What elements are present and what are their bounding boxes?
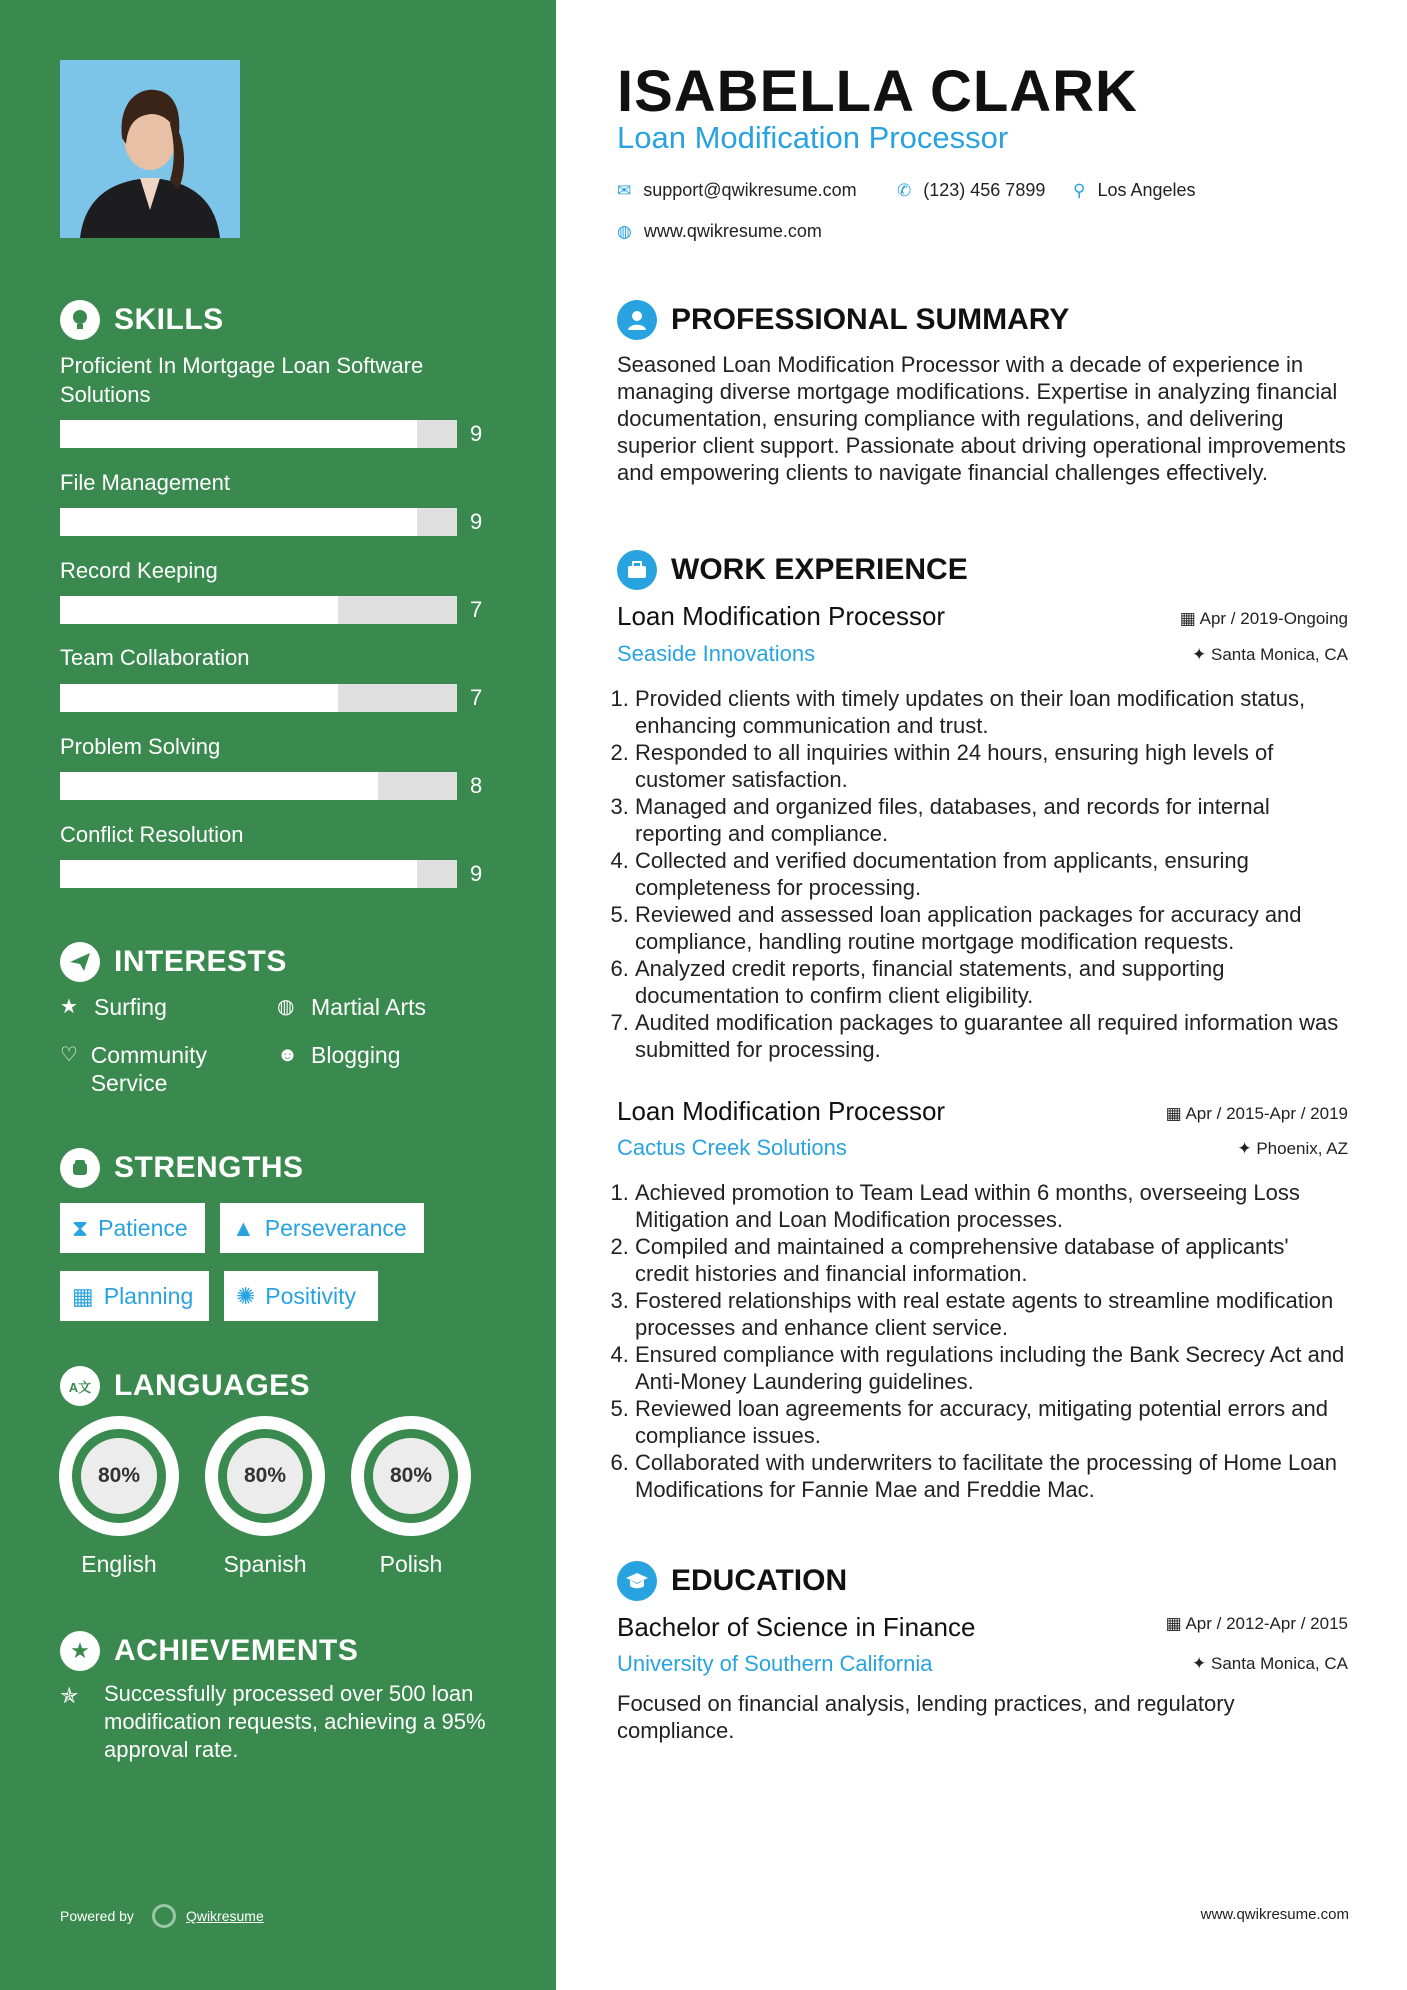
calendar-icon: ▦ xyxy=(1179,609,1200,628)
education-description: Focused on financial analysis, lending practices, and regulatory compliance. xyxy=(617,1691,1235,1743)
powered-by: Powered by Qwikresume xyxy=(60,1904,264,1928)
experience-heading: WORK EXPERIENCE xyxy=(617,550,968,590)
job-bullets xyxy=(617,685,1348,1063)
achievement-text: Successfully processed over 500 loan modification requests, achieving a 95% approval rate. xyxy=(104,1681,486,1762)
achievements-heading: ★ ACHIEVEMENTS xyxy=(60,1631,358,1671)
summary-heading: PROFESSIONAL SUMMARY xyxy=(617,300,1069,340)
skill-score: 9 xyxy=(470,421,483,446)
list-item: 5. Reviewed and assessed loan application packages for accuracy and compliance, handling routine mortgage modification requests. xyxy=(635,901,1348,955)
language-icon: A文 xyxy=(60,1366,100,1406)
degree-title: Bachelor of Science in Finance xyxy=(617,1612,976,1642)
skill-name: Problem Solving xyxy=(60,734,221,759)
calendar-icon: ▦ xyxy=(1165,1104,1186,1123)
contact-location: ⚲ Los Angeles xyxy=(1073,180,1196,200)
skill-bar-fill xyxy=(60,508,417,536)
person-avatar-icon xyxy=(60,60,240,238)
skill-bar xyxy=(60,596,457,624)
language-ring: 80% xyxy=(351,1416,471,1536)
interest-item: ★ Surfing xyxy=(60,994,167,1020)
profile-photo xyxy=(60,60,240,238)
handshake-icon: ♡ xyxy=(60,1044,78,1066)
lightbulb-icon xyxy=(60,300,100,340)
job-title: Loan Modification Processor xyxy=(617,601,946,631)
skill-bar-fill xyxy=(60,772,378,800)
sun-icon: ✺ xyxy=(236,1282,256,1309)
list-item: 2. Responded to all inquiries within 24 hours, ensuring high levels of customer satisfaction. xyxy=(635,739,1348,793)
fist-icon xyxy=(60,1148,100,1188)
interest-item: ♡ Community Service xyxy=(60,1042,207,1096)
language-ring: 80% xyxy=(59,1416,179,1536)
list-item: 4. Collected and verified documentation from applicants, ensuring completeness for processing. xyxy=(635,847,1348,901)
road-icon: ▲ xyxy=(232,1214,255,1241)
language-name: Polish xyxy=(379,1551,443,1577)
list-item: 1. Achieved promotion to Team Lead within 6 months, overseeing Loss Mitigation and Loan Modification processes. xyxy=(635,1179,1348,1233)
achievement-star-icon: ✯ xyxy=(60,1683,79,1708)
education-heading: EDUCATION xyxy=(617,1561,847,1601)
strength-chip: ▦ Planning xyxy=(60,1271,209,1321)
summary-text: Seasoned Loan Modification Processor with a decade of experience in managing diverse mortgage modifications. Expertise in analyzing financial documentation, ensuring compliance with regulations, and delivering superior client support. Passionate about driving operational improvements and empowering clients to navigate financial challenges effectively. xyxy=(617,352,1346,485)
map-pin-icon: ⚲ xyxy=(1073,180,1086,200)
language-ring: 80% xyxy=(205,1416,325,1536)
skill-name: Record Keeping xyxy=(60,558,218,583)
interests-heading: INTERESTS xyxy=(60,942,287,982)
pin-icon: ✦ xyxy=(1192,1654,1211,1673)
contact-email: ✉ support@qwikresume.com xyxy=(617,180,857,200)
skill-score: 8 xyxy=(470,773,483,798)
list-item: 3. Fostered relationships with real estate agents to streamline modification processes and enhance client service. xyxy=(635,1287,1348,1341)
candidate-role: Loan Modification Processor xyxy=(617,120,1009,155)
education-dates: ▦ Apr / 2012-Apr / 2015 xyxy=(1165,1614,1348,1633)
skill-name: Conflict Resolution xyxy=(60,822,244,847)
interest-item: ◍ Martial Arts xyxy=(277,994,427,1020)
calendar-icon: ▦ xyxy=(1165,1614,1186,1633)
skill-bar-fill xyxy=(60,596,338,624)
job-bullets xyxy=(617,1179,1348,1503)
skill-bar-fill xyxy=(60,860,417,888)
job-dates: ▦ Apr / 2015-Apr / 2019 xyxy=(1165,1104,1348,1123)
interest-item: ☻ Blogging xyxy=(277,1042,401,1068)
school-name: University of Southern California xyxy=(617,1651,933,1676)
skill-bar xyxy=(60,508,457,536)
skills-heading: SKILLS xyxy=(60,300,224,340)
skill-name: Proficient In Mortgage Loan Software Solutions xyxy=(60,353,424,407)
phone-icon: ✆ xyxy=(897,180,912,200)
contact-website: ◍ www.qwikresume.com xyxy=(617,221,822,241)
strength-chip: ▲ Perseverance xyxy=(220,1203,424,1253)
sidebar xyxy=(0,0,556,1990)
briefcase-icon xyxy=(617,550,657,590)
skill-score: 9 xyxy=(470,509,483,534)
languages-heading: A文 LANGUAGES xyxy=(60,1366,310,1406)
candidate-name: ISABELLA CLARK xyxy=(617,59,1138,124)
users-icon: ☻ xyxy=(277,1044,299,1066)
star-badge-icon: ★ xyxy=(60,1631,100,1671)
job-company: Seaside Innovations xyxy=(617,641,816,666)
list-item: 7. Audited modification packages to guarantee all required information was submitted for processing. xyxy=(635,1009,1348,1063)
hourglass-icon: ⧗ xyxy=(72,1214,89,1241)
qwikresume-link[interactable]: Qwikresume xyxy=(185,1908,264,1924)
globe-icon: ◍ xyxy=(277,996,295,1018)
skill-name: File Management xyxy=(60,470,230,495)
education-location: ✦ Santa Monica, CA xyxy=(1192,1654,1348,1673)
strength-chip: ⧗ Patience xyxy=(60,1203,205,1253)
skill-bar xyxy=(60,420,457,448)
language-name: Spanish xyxy=(223,1551,307,1577)
list-item: 3. Managed and organized files, databases, and records for internal reporting and compliance. xyxy=(635,793,1348,847)
skill-score: 7 xyxy=(470,685,483,710)
job-dates: ▦ Apr / 2019-Ongoing xyxy=(1179,609,1348,628)
skill-score: 9 xyxy=(470,861,483,886)
calendar-icon: ▦ xyxy=(72,1282,94,1309)
strengths-heading: STRENGTHS xyxy=(60,1148,304,1188)
skill-name: Team Collaboration xyxy=(60,645,250,670)
job-location: ✦ Santa Monica, CA xyxy=(1192,645,1348,664)
language-name: English xyxy=(81,1551,157,1577)
list-item: 4. Ensured compliance with regulations including the Bank Secrecy Act and Anti-Money Laundering guidelines. xyxy=(635,1341,1348,1395)
pin-icon: ✦ xyxy=(1237,1139,1257,1158)
list-item: 2. Compiled and maintained a comprehensive database of applicants' credit histories and financial information. xyxy=(635,1233,1348,1287)
skill-bar xyxy=(60,860,457,888)
paper-plane-icon xyxy=(60,942,100,982)
user-icon xyxy=(617,300,657,340)
skill-bar-fill xyxy=(60,684,338,712)
job-company: Cactus Creek Solutions xyxy=(617,1135,847,1160)
graduation-cap-icon xyxy=(617,1561,657,1601)
envelope-icon: ✉ xyxy=(617,180,632,200)
footer-url[interactable]: www.qwikresume.com xyxy=(1200,1906,1349,1923)
list-item: 1. Provided clients with timely updates on their loan modification status, enhancing communication and trust. xyxy=(635,685,1348,739)
job-location: ✦ Phoenix, AZ xyxy=(1237,1139,1348,1158)
contact-phone: ✆ (123) 456 7899 xyxy=(897,180,1046,200)
globe-icon: ◍ xyxy=(617,221,632,241)
skill-bar xyxy=(60,772,457,800)
list-item: 6. Collaborated with underwriters to facilitate the processing of Home Loan Modifications for Fannie Mae and Freddie Mac. xyxy=(635,1449,1348,1503)
skill-score: 7 xyxy=(470,597,483,622)
list-item: 5. Reviewed loan agreements for accuracy, mitigating potential errors and compliance issues. xyxy=(635,1395,1348,1449)
strength-chip: ✺ Positivity xyxy=(224,1271,378,1321)
pin-icon: ✦ xyxy=(1192,645,1211,664)
list-item: 6. Analyzed credit reports, financial statements, and supporting documentation to confirm client eligibility. xyxy=(635,955,1348,1009)
skill-bar-fill xyxy=(60,420,417,448)
star-icon: ★ xyxy=(60,996,78,1018)
qwikresume-logo-icon xyxy=(152,1904,176,1928)
job-title: Loan Modification Processor xyxy=(617,1096,946,1126)
skill-bar xyxy=(60,684,457,712)
